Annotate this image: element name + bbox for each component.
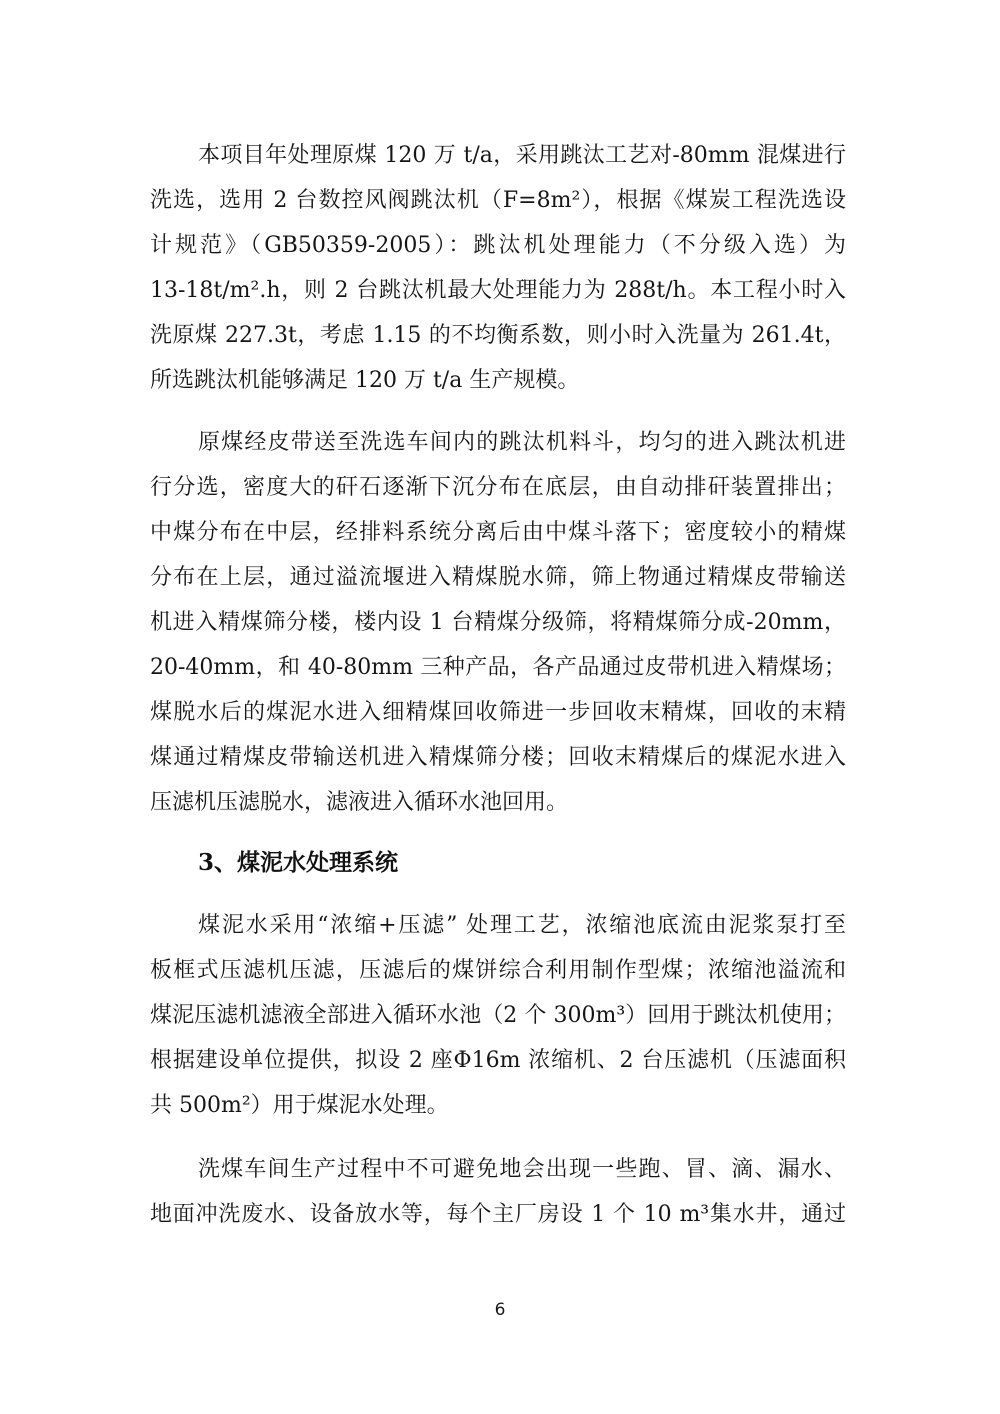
section-heading-slime-water-system: 3、煤泥水处理系统 — [198, 849, 399, 876]
paragraph-thickening-filtering — [150, 903, 846, 1128]
paragraph-jig-capacity — [150, 133, 846, 403]
text-line: 20-40mm，和 40-80mm 三种产品，各产品通过皮带机进入精煤场； — [150, 655, 846, 680]
text-line: 机进入精煤筛分楼，楼内设 1 台精煤分级筛，将精煤筛分成-20mm， — [150, 610, 846, 635]
text-line: 中煤分布在中层，经排料系统分离后由中煤斗落下；密度较小的精煤 — [150, 520, 846, 545]
text-line: 洗选，选用 2 台数控风阀跳汰机（F=8m²），根据《煤炭工程洗选设 — [150, 188, 846, 213]
text-line: 煤泥水采用“浓缩+压滤” 处理工艺，浓缩池底流由泥浆泵打至 — [198, 913, 846, 938]
paragraph-workshop-wastewater — [150, 1147, 846, 1237]
text-line: 洗原煤 227.3t，考虑 1.15 的不均衡系数，则小时入洗量为 261.4t， — [150, 323, 846, 348]
text-line: 分布在上层，通过溢流堰进入精煤脱水筛，筛上物通过精煤皮带输送 — [150, 565, 846, 590]
text-line: 煤通过精煤皮带输送机进入精煤筛分楼；回收末精煤后的煤泥水进入 — [150, 745, 846, 770]
text-line: 洗煤车间生产过程中不可避免地会出现一些跑、冒、滴、漏水、 — [198, 1157, 846, 1182]
text-line: 13-18t/m².h，则 2 台跳汰机最大处理能力为 288t/h。本工程小时入 — [150, 278, 846, 303]
text-line: 煤脱水后的煤泥水进入细精煤回收筛进一步回收末精煤，回收的末精 — [150, 700, 846, 725]
text-line: 原煤经皮带送至洗选车间内的跳汰机料斗，均匀的进入跳汰机进 — [198, 430, 846, 455]
text-line: 煤泥压滤机滤液全部进入循环水池（2 个 300m³）回用于跳汰机使用； — [150, 1003, 846, 1028]
text-line: 本项目年处理原煤 120 万 t/a，采用跳汰工艺对-80mm 混煤进行 — [198, 143, 846, 168]
text-line: 共 500m²）用于煤泥水处理。 — [150, 1093, 449, 1118]
text-line: 根据建设单位提供，拟设 2 座Φ16m 浓缩机、2 台压滤机（压滤面积 — [150, 1048, 846, 1073]
text-line: 地面冲洗废水、设备放水等，每个主厂房设 1 个 10 m³集水井，通过 — [150, 1202, 846, 1227]
text-line: 所选跳汰机能够满足 120 万 t/a 生产规模。 — [150, 368, 580, 393]
text-line: 压滤机压滤脱水，滤液进入循环水池回用。 — [150, 790, 569, 815]
page-number: 6 — [494, 1300, 506, 1320]
text-line: 行分选，密度大的矸石逐渐下沉分布在底层，由自动排矸装置排出； — [150, 475, 846, 500]
document-body — [150, 133, 846, 1237]
text-line: 板框式压滤机压滤，压滤后的煤饼综合利用制作型煤；浓缩池溢流和 — [150, 958, 846, 983]
text-line: 计规范》（GB50359-2005）：跳汰机处理能力（不分级入选）为 — [150, 233, 846, 258]
paragraph-separation-process — [150, 420, 846, 825]
